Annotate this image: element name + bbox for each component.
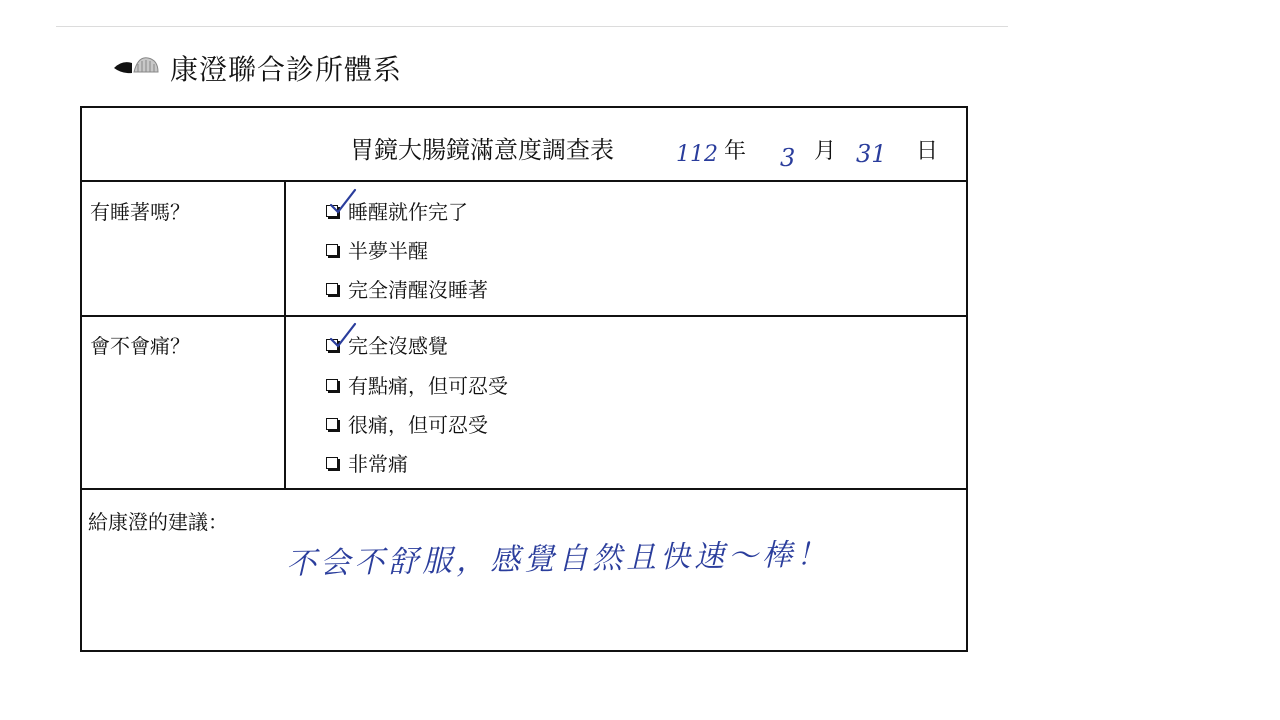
checkbox[interactable]: [326, 283, 338, 295]
form-title: 胃鏡大腸鏡滿意度調查表: [350, 136, 614, 164]
question-sleep-label: 有睡著嗎？: [90, 200, 190, 224]
suggestion-handwritten-text: 不会不舒服，感覺自然且快速～棒！: [285, 537, 831, 582]
date-year-value: 112: [676, 142, 718, 167]
checkbox-checked[interactable]: [326, 205, 338, 217]
row-divider: [82, 488, 966, 490]
option-pain-4[interactable]: [326, 448, 408, 477]
option-sleep-3[interactable]: [326, 274, 488, 303]
option-label: 有點痛，但可忍受: [348, 374, 508, 398]
option-pain-2[interactable]: [326, 370, 508, 399]
clinic-logo-icon: [112, 54, 160, 80]
check-mark-icon: [329, 322, 357, 350]
option-label: 半夢半醒: [348, 239, 428, 263]
date-year-label: 年: [724, 139, 747, 164]
date-month-value: 3: [780, 144, 796, 172]
suggestion-label: 給康澄的建議：: [88, 510, 228, 534]
column-divider: [284, 180, 286, 490]
option-label: 睡醒就作完了: [348, 200, 468, 224]
row-divider: [82, 315, 966, 317]
option-sleep-1[interactable]: [326, 196, 468, 225]
option-pain-1[interactable]: [326, 330, 448, 359]
checkbox[interactable]: [326, 418, 338, 430]
option-sleep-2[interactable]: [326, 235, 428, 264]
checkbox[interactable]: [326, 379, 338, 391]
checkbox[interactable]: [326, 457, 338, 469]
question-pain-label: 會不會痛？: [90, 334, 190, 358]
option-pain-3[interactable]: [326, 409, 488, 438]
date-day-value: 31: [856, 140, 887, 168]
checkbox-checked[interactable]: [326, 339, 338, 351]
date-month-label: 月: [814, 139, 837, 164]
row-divider: [82, 180, 966, 182]
option-label: 很痛，但可忍受: [348, 413, 488, 437]
checkbox[interactable]: [326, 244, 338, 256]
survey-form: [80, 106, 968, 652]
date-day-label: 日: [916, 139, 939, 164]
option-label: 完全沒感覺: [348, 334, 448, 358]
check-mark-icon: [329, 188, 357, 216]
option-label: 非常痛: [348, 452, 408, 476]
option-label: 完全清醒沒睡著: [348, 278, 488, 302]
clinic-name: 康澄聯合診所體系: [170, 53, 403, 86]
